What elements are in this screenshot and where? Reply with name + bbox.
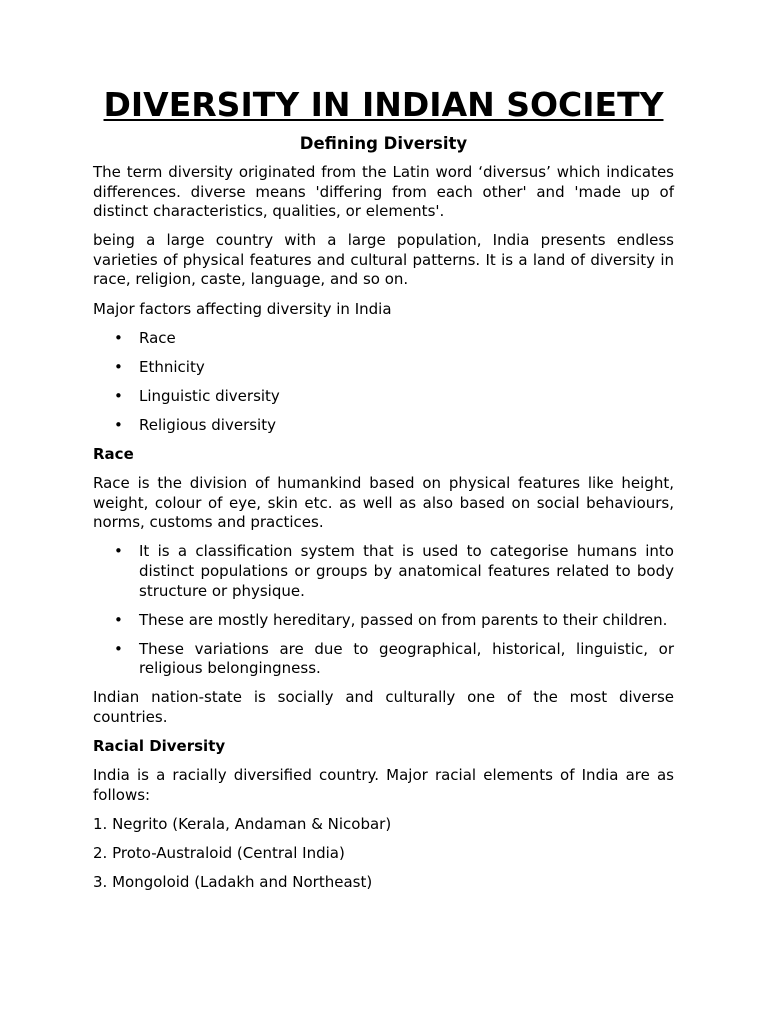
bullet-icon: • [114,386,123,405]
bullet-icon: • [114,415,123,434]
list-item: • These variations are due to geographical, historical, linguistic, or religious belongingness. [114,639,674,678]
racial-diversity-paragraph: India is a racially diversified country. Major racial elements of India are as follows: [93,766,674,804]
factors-list [93,329,674,436]
race-closing-paragraph: Indian nation-state is socially and culturally one of the most diverse countries. [93,688,674,727]
section-title-defining-diversity: Defining Diversity [299,134,468,153]
racial-elements-list [93,815,674,893]
document-page [93,86,674,893]
heading-racial-diversity: Racial Diversity [93,737,226,756]
heading-race: Race [93,445,134,464]
race-points-list [93,542,674,679]
bullet-icon: • [114,328,123,347]
factors-intro: Major factors affecting diversity in India [93,299,392,318]
intro-paragraph: being a large country with a large population, India presents endless varieties of physical features and cultural patterns. It is a land of diversity in race, religion, caste, language, and so on. [93,231,674,289]
bullet-icon: • [114,357,123,376]
list-item: 2. Proto-Australoid (Central India) [93,844,345,863]
document-title: DIVERSITY IN INDIAN SOCIETY [103,85,664,124]
list-item: 1. Negrito (Kerala, Andaman & Nicobar) [93,814,392,833]
list-item: • It is a classification system that is used to categorise humans into distinct populations or groups by anatomical features related to body structure or physique. [114,542,674,600]
list-item: 3. Mongoloid (Ladakh and Northeast) [93,873,373,892]
list-item: • Ethnicity [114,357,205,376]
list-item: • Linguistic diversity [114,386,280,405]
race-paragraph: Race is the division of humankind based on physical features like height, weight, colour of eye, skin etc. as well as also based on social behaviours, norms, customs and practices. [93,474,674,532]
bullet-icon: • [114,542,123,561]
intro-paragraph: The term diversity originated from the Latin word ‘diversus’ which indicates differences. diverse means 'differing from each other' and 'made up of distinct characteristics, qualities, or elements'. [93,163,674,221]
list-item: • Race [114,328,176,347]
list-item: • These are mostly hereditary, passed on from parents to their children. [114,610,668,629]
bullet-icon: • [114,610,123,629]
list-item: • Religious diversity [114,415,276,434]
bullet-icon: • [114,639,123,658]
